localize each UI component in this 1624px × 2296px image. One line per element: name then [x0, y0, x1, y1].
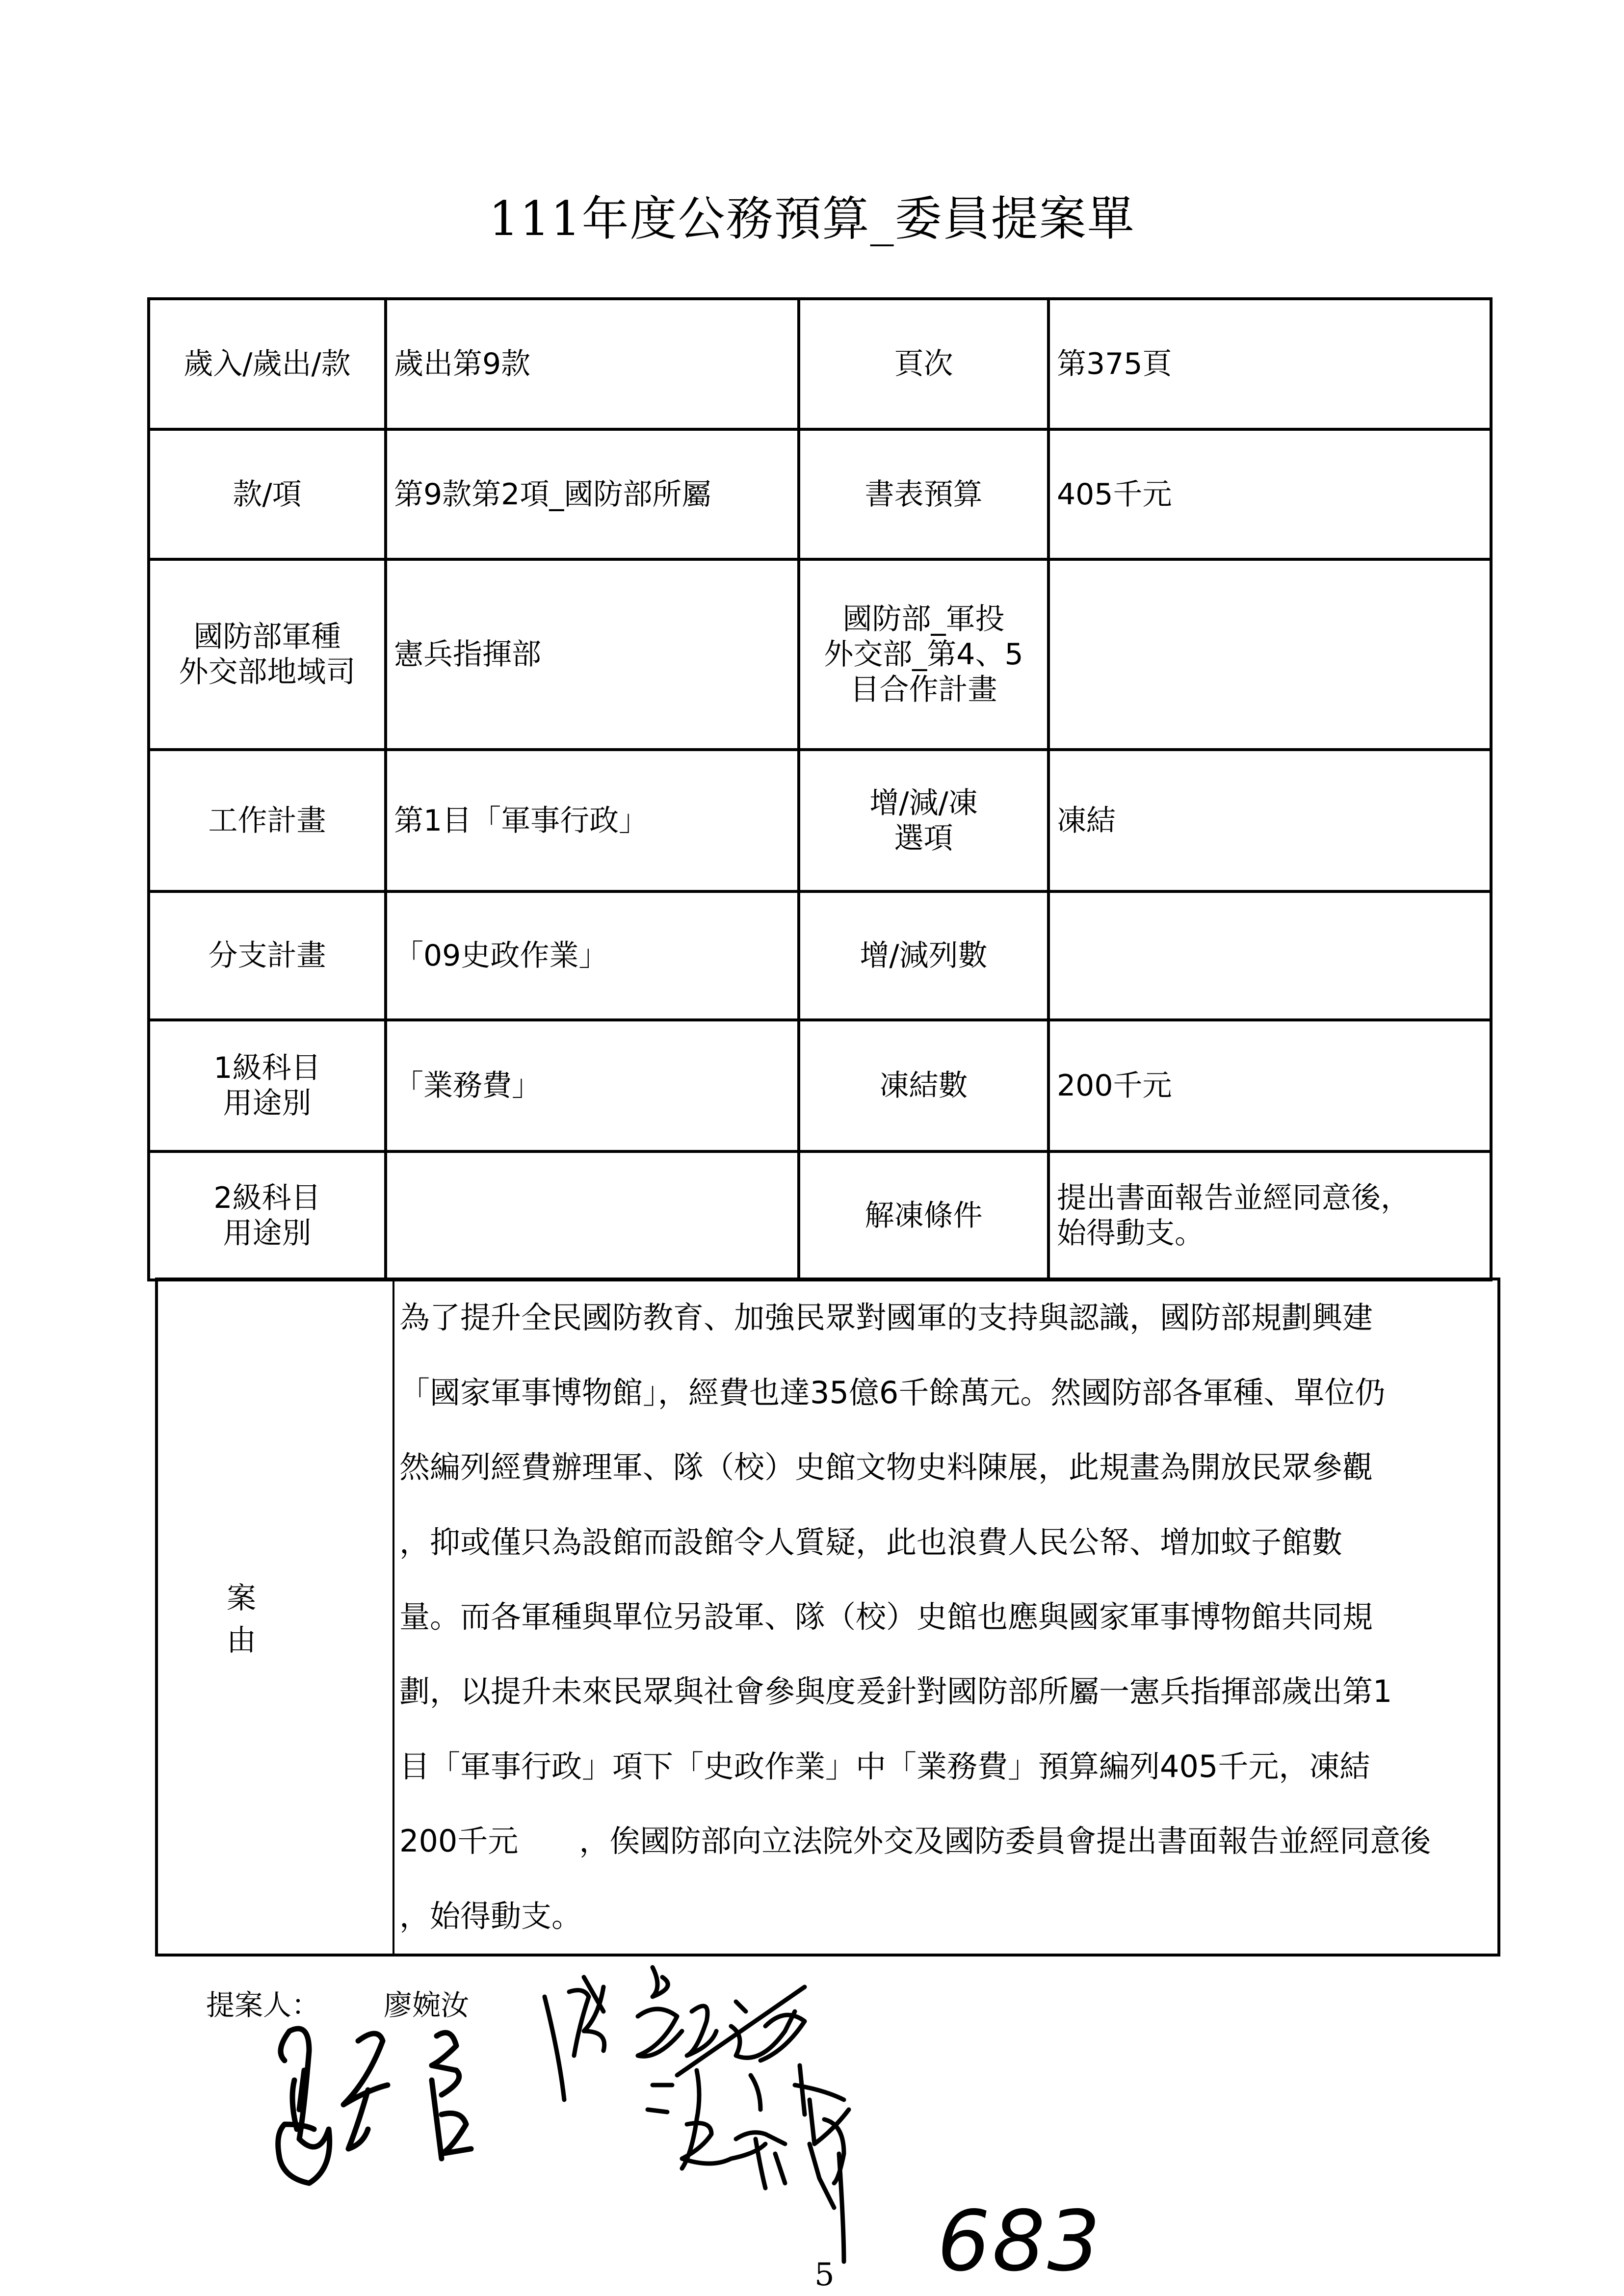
field-label: 凍結數 — [799, 1020, 1048, 1151]
table-row — [149, 429, 1491, 559]
field-label: 歲入/歲出/款 — [149, 299, 386, 429]
field-label-line: 外交部地域司 — [179, 655, 356, 689]
reason-line: 然編列經費辦理軍、隊（校）史館文物史料陳展，此規畫為開放民眾參觀 — [399, 1449, 1373, 1486]
field-value: 「業務費」 — [386, 1020, 799, 1151]
reason-line: ，始得動支。 — [399, 1898, 582, 1934]
field-value: 憲兵指揮部 — [386, 559, 799, 750]
field-value — [1048, 891, 1491, 1020]
field-label: 增/減列數 — [799, 891, 1048, 1020]
proposal-form-table — [147, 297, 1493, 1281]
field-label: 頁次 — [799, 299, 1048, 429]
reason-line: 量。而各軍種與單位另設軍、隊（校）史館也應與國家軍事博物館共同規 — [399, 1598, 1373, 1635]
table-row — [149, 1151, 1491, 1280]
field-value: 405千元 — [1048, 429, 1491, 559]
table-row — [149, 559, 1491, 750]
field-value: 「09史政作業」 — [386, 891, 799, 1020]
field-label-line: 選項 — [894, 821, 953, 856]
proposer-name: 廖婉汝 — [384, 1988, 470, 2022]
table-row — [149, 750, 1491, 891]
field-label: 分支計畫 — [149, 891, 386, 1020]
reason-line: 劃，以提升未來民眾與社會參與度爰針對國防部所屬一憲兵指揮部歲出第1 — [399, 1673, 1392, 1710]
field-value: 200千元 — [1048, 1020, 1491, 1151]
field-label-line: 國防部_軍投 — [842, 602, 1005, 636]
field-label-line: 增/減/凍 — [869, 785, 978, 820]
field-label — [149, 1151, 386, 1280]
field-label: 書表預算 — [799, 429, 1048, 559]
field-label-line: 用途別 — [223, 1216, 312, 1251]
field-label — [149, 559, 386, 750]
field-label — [149, 1020, 386, 1151]
field-label-line: 1級科目 — [213, 1051, 321, 1085]
field-label-line: 國防部軍種 — [193, 620, 341, 654]
field-value: 第1目「軍事行政」 — [386, 750, 799, 891]
field-value: 第375頁 — [1048, 299, 1491, 429]
field-value — [1048, 1151, 1491, 1280]
reason-label: 案由 — [158, 1280, 394, 1954]
handwritten-number: 683 — [937, 2193, 1102, 2290]
handwritten-signature-wen — [638, 2056, 913, 2271]
reason-line: ，抑或僅只為設館而設館令人質疑，此也浪費人民公帑、增加蚊子館數 — [399, 1524, 1343, 1560]
field-label: 工作計畫 — [149, 750, 386, 891]
field-label — [799, 559, 1048, 750]
page-number: 5 — [814, 2257, 835, 2293]
field-value — [386, 1151, 799, 1280]
table-row — [149, 299, 1491, 429]
table-row — [149, 1020, 1491, 1151]
handwritten-signature-2 — [255, 2011, 589, 2193]
form-title: 111年度公務預算_委員提案單 — [489, 191, 1135, 246]
proposer-label: 提案人： — [206, 1988, 320, 2022]
field-label-line: 用途別 — [223, 1086, 312, 1121]
field-value: 歲出第9款 — [386, 299, 799, 429]
field-label-line: 2級科目 — [213, 1181, 321, 1215]
field-label-line: 目合作計畫 — [850, 673, 997, 707]
field-label-line: 外交部_第4、5 — [824, 637, 1023, 672]
reason-line: 目「軍事行政」項下「史政作業」中「業務費」預算編列405千元，凍結 — [399, 1748, 1370, 1784]
reason-text — [394, 1280, 1497, 1954]
field-value-line: 始得動支。 — [1057, 1216, 1204, 1251]
field-value: 凍結 — [1048, 750, 1491, 891]
field-value — [1048, 559, 1491, 750]
field-value-line: 提出書面報告並經同意後， — [1057, 1181, 1410, 1215]
reason-section — [155, 1278, 1500, 1957]
field-value: 第9款第2項_國防部所屬 — [386, 429, 799, 559]
reason-line: 「國家軍事博物館」，經費也達35億6千餘萬元。然國防部各軍種、單位仍 — [399, 1374, 1386, 1410]
reason-line: 200千元 ，俟國防部向立法院外交及國防委員會提出書面報告並經同意後 — [399, 1823, 1431, 1859]
table-row — [149, 891, 1491, 1020]
field-label — [799, 750, 1048, 891]
field-label: 解凍條件 — [799, 1151, 1048, 1280]
reason-line: 為了提升全民國防教育、加強民眾對國軍的支持與認識，國防部規劃興建 — [399, 1300, 1373, 1336]
field-label: 款/項 — [149, 429, 386, 559]
